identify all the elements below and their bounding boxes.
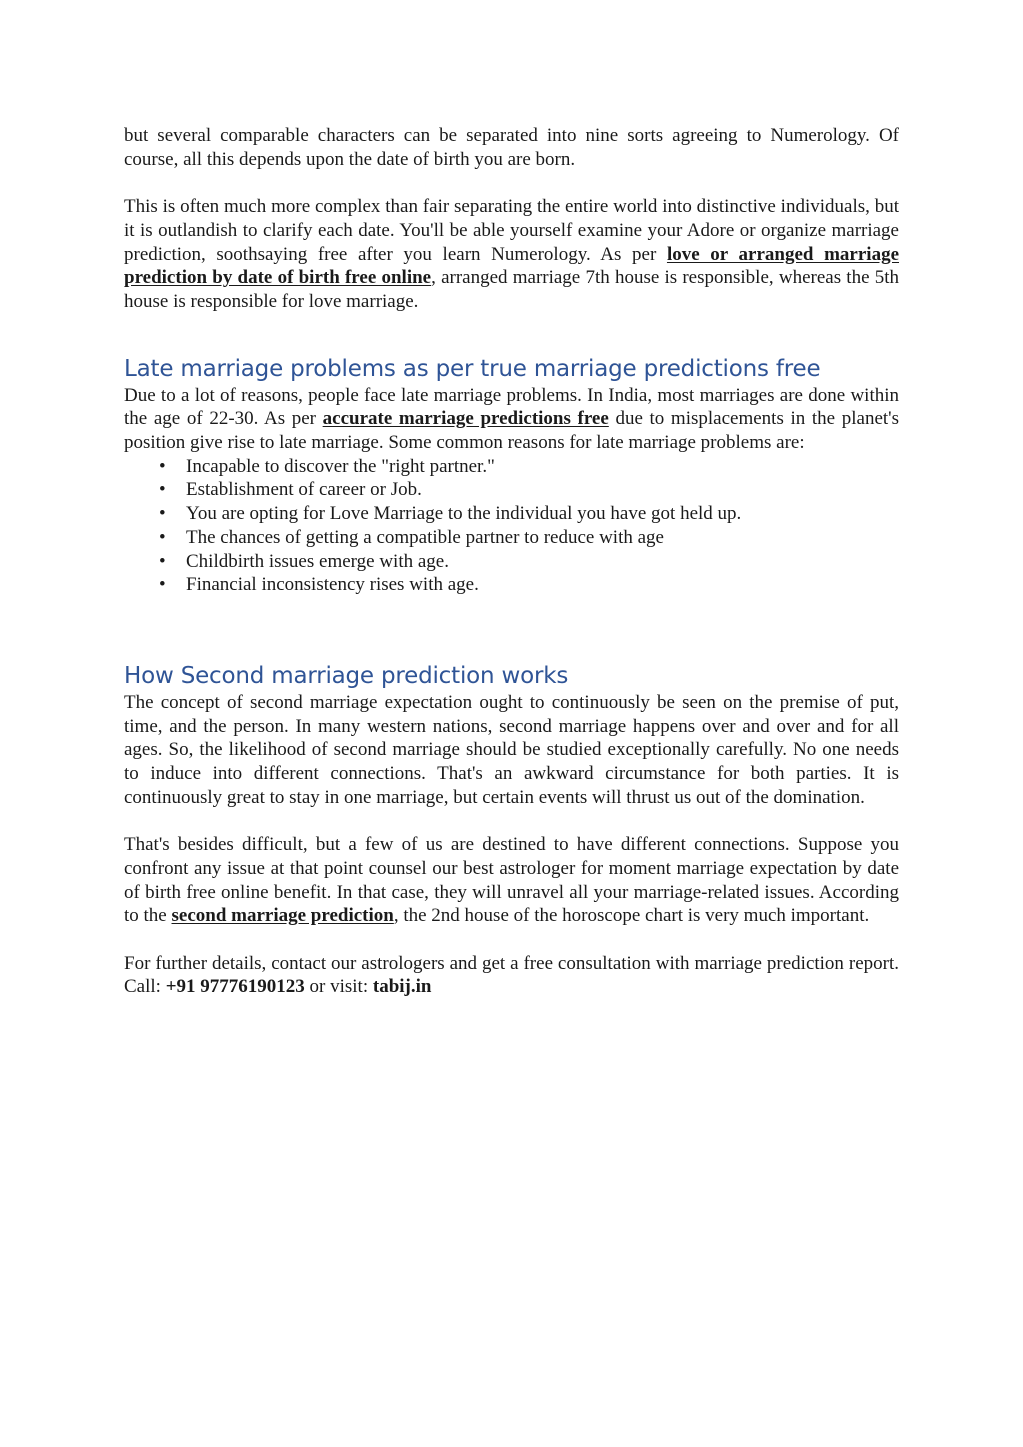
intro-paragraph-1: but several comparable characters can be separated into nine sorts agreeing to Numerology. Of course, all this depends upon the date of birth you are born. <box>124 125 899 170</box>
accurate-marriage-predictions-link[interactable]: accurate marriage predictions free <box>322 408 609 430</box>
document-page <box>124 124 899 999</box>
list-item <box>159 550 899 574</box>
intro-text-after-link: , arranged marriage 7th house is responsible, whereas the 5th house is responsible for love marriage. <box>124 267 900 312</box>
list-item-text: Financial inconsistency rises with age. <box>186 574 479 596</box>
list-item <box>159 455 899 479</box>
love-arranged-marriage-link[interactable]: love or arranged marriage prediction by date of birth free online <box>124 243 899 289</box>
second-marriage-heading: How Second marriage prediction works <box>124 662 569 689</box>
bullet-icon: • <box>159 550 166 572</box>
list-item-text: Incapable to discover the "right partner." <box>186 455 495 477</box>
bullet-icon: • <box>159 574 166 596</box>
late-marriage-heading: Late marriage problems as per true marriage predictions free <box>124 355 821 382</box>
late-marriage-text-after-link: due to misplacements in the planet's position give rise to late marriage. Some common reasons for late marriage problems are: <box>124 408 899 454</box>
list-item <box>159 573 899 597</box>
list-item-text: The chances of getting a compatible partner to reduce with age <box>186 526 664 548</box>
contact-text-middle: or visit: <box>304 976 373 998</box>
list-item-text: You are opting for Love Marriage to the individual you have got held up. <box>186 503 742 525</box>
late-marriage-paragraph <box>124 384 899 455</box>
list-item <box>159 478 899 502</box>
list-item <box>159 526 899 550</box>
second-marriage-paragraph-1: The concept of second marriage expectation ought to continuously be seen on the premise of put, time, and the person. In many western nations, second marriage happens over and over and for all ages. So, the likelihood of second marriage should be studied exceptionally carefully. No one needs to induce into different connections. That's an awkward circumstance for both parties. It is continuously great to stay in one marriage, but certain events will thrust us out of the domination. <box>124 691 899 808</box>
bullet-icon: • <box>159 526 166 548</box>
phone-number: +91 97776190123 <box>165 976 305 998</box>
late-marriage-reasons-list <box>124 455 899 597</box>
bullet-icon: • <box>159 503 166 525</box>
list-item-text: Childbirth issues emerge with age. <box>186 550 449 572</box>
intro-text-before-link: This is often much more complex than fair separating the entire world into distinctive individuals, but it is outlandish to clarify each date. You'll be able yourself examine your Adore or organize marriage prediction, soothsaying free after you learn Numerology. As per <box>124 196 899 265</box>
list-item-text: Establishment of career or Job. <box>186 479 422 501</box>
second-marriage-text-before-link: That's besides difficult, but a few of us are destined to have different connections. Suppose you confront any issue at that point counsel our best astrologer for moment marriage expectation by date of birth free online benefit. In that case, they will unravel all your marriage-related issues. According to the <box>124 834 899 927</box>
second-marriage-paragraph-2 <box>124 833 899 928</box>
intro-paragraph-2 <box>124 195 899 314</box>
bullet-icon: • <box>159 479 166 501</box>
second-marriage-text-after-link: , the 2nd house of the horoscope chart is very much important. <box>393 905 870 927</box>
second-marriage-prediction-link[interactable]: second marriage prediction <box>171 905 394 927</box>
website-name: tabij.in <box>372 976 432 998</box>
contact-text-before-phone: For further details, contact our astrologers and get a free consultation with marriage prediction report. Call: <box>124 952 899 998</box>
contact-paragraph <box>124 952 899 999</box>
late-marriage-text-before-link: Due to a lot of reasons, people face late marriage problems. In India, most marriages are done within the age of 22-30. As per <box>124 384 899 430</box>
list-item <box>159 502 899 526</box>
bullet-icon: • <box>159 455 166 477</box>
